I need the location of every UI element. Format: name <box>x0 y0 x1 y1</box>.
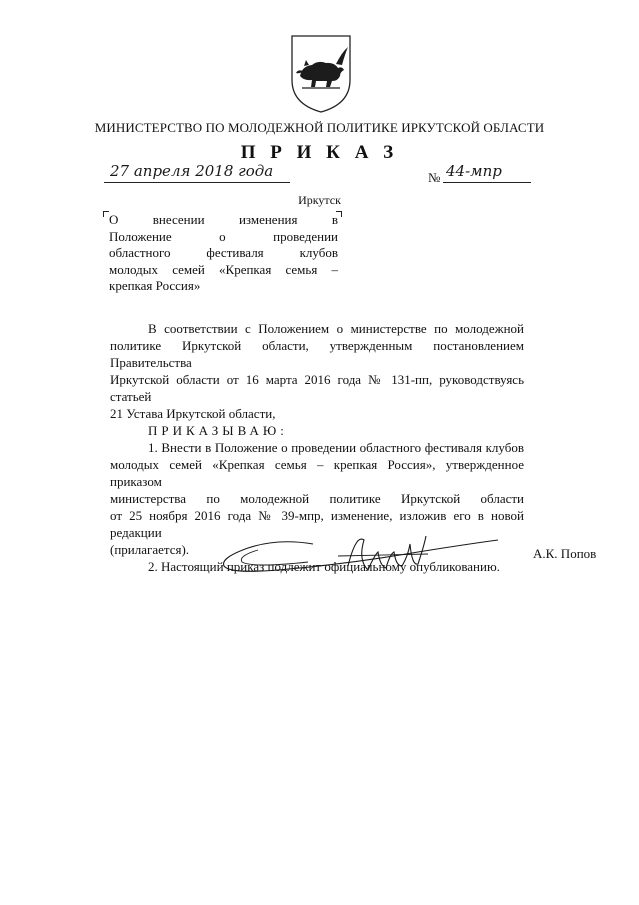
order-number: 44-мпр <box>446 162 502 180</box>
orders-word: ПРИКАЗЫВАЮ: <box>148 423 288 438</box>
body-line: политике Иркутской области, утвержденным постановлением Правительства <box>110 338 524 370</box>
subject-line: молодых семей «Крепкая семья – <box>109 261 338 277</box>
body-line: молодых семей «Крепкая семья – крепкая Россия», утвержденное приказом <box>110 457 524 489</box>
body-line: 1. Внести в Положение о проведении областного фестиваля клубов <box>148 440 524 455</box>
coat-of-arms-icon <box>288 32 354 114</box>
number-sign: № <box>428 170 441 185</box>
subject-line: О внесении изменения в <box>109 212 338 227</box>
order-subject <box>109 212 338 295</box>
signer-name: А.К. Попов <box>533 546 597 561</box>
document-title: П Р И К А З <box>240 142 399 163</box>
city: Иркутск <box>298 193 341 207</box>
body-line: Иркутской области от 16 марта 2016 года № 131-пп, руководствуясь статьей <box>110 372 524 404</box>
order-date: 27 апреля 2018 года <box>110 162 274 180</box>
date-underline <box>104 182 290 183</box>
body-line: (прилагается). <box>110 542 190 557</box>
body-line: В соответствии с Положением о министерстве по молодежной <box>148 321 524 336</box>
body-line: 21 Устава Иркутской области, <box>110 406 276 421</box>
number-underline <box>443 182 531 183</box>
body-line: министерства по молодежной политике Иркутской области <box>110 491 524 506</box>
subject-line: крепкая Россия» <box>109 278 201 293</box>
body-line: от 25 ноября 2016 года № 39-мпр, изменение, изложив его в новой редакции <box>110 508 524 540</box>
ministry-name: МИНИСТЕРСТВО ПО МОЛОДЕЖНОЙ ПОЛИТИКЕ ИРКУТСКОЙ ОБЛАСТИ <box>94 120 545 135</box>
subject-line: областного фестиваля клубов <box>109 245 338 260</box>
subject-line: Положение о проведении <box>109 228 338 244</box>
intro-paragraph <box>110 320 524 422</box>
body-line: 2. Настоящий приказ подлежит официальному опубликованию. <box>148 559 500 574</box>
signature-icon <box>218 526 503 586</box>
